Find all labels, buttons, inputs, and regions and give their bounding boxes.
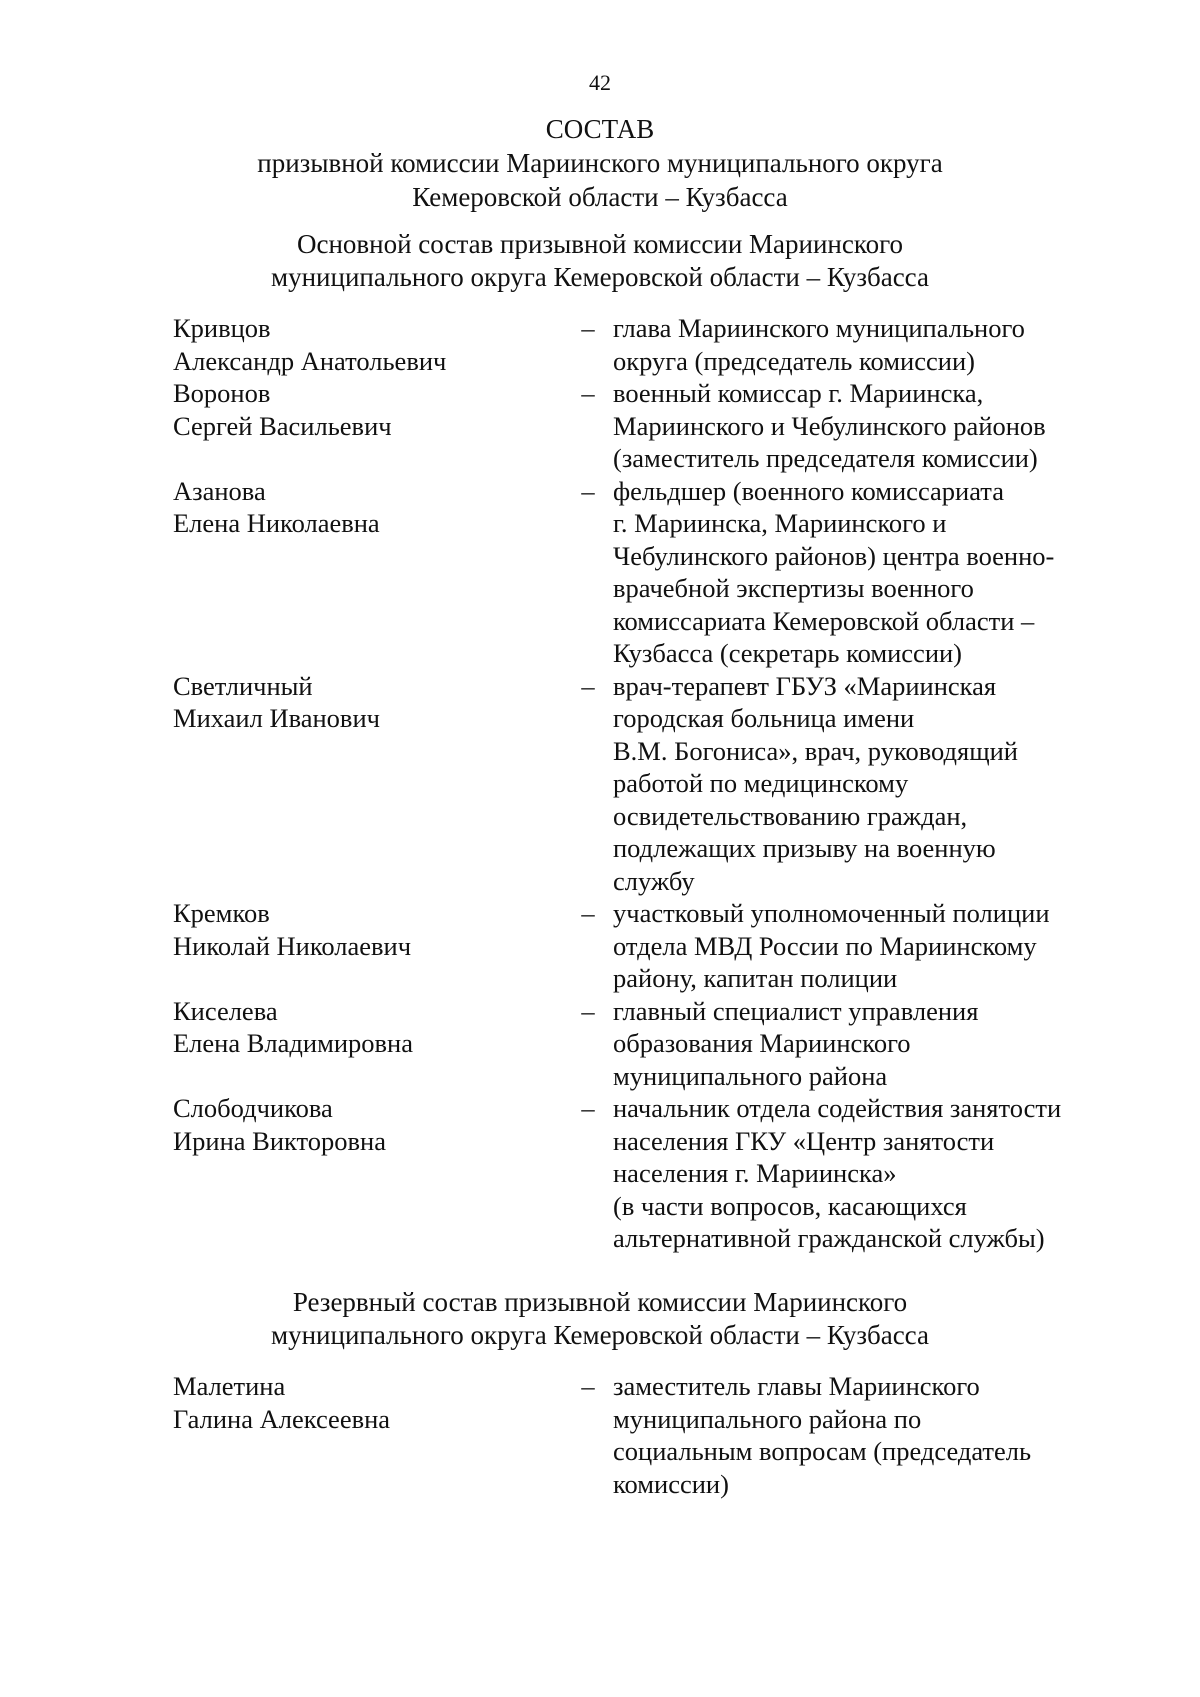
member-dash: – <box>581 1093 595 1123</box>
document-title <box>0 112 1200 214</box>
reserve-heading-line-1: Резервный состав призывной комиссии Мариинского <box>292 1287 908 1317</box>
role-line: подлежащих призыву на военную <box>613 833 996 863</box>
member-given-name: Елена Владимировна <box>173 1028 413 1058</box>
role-line: альтернативной гражданской службы) <box>613 1223 1045 1253</box>
member-role <box>613 897 1123 995</box>
role-line: Мариинского и Чебулинского районов <box>613 410 1046 441</box>
main-heading-line-1: Основной состав призывной комиссии Мариинского <box>296 229 904 259</box>
role-line: (в части вопросов, касающихся <box>613 1190 967 1221</box>
member-given-name: Ирина Викторовна <box>173 1125 386 1156</box>
reserve-heading-line-2: муниципального округа Кемеровской области – Кузбасса <box>271 1319 929 1350</box>
role-line: врачебной экспертизы военного <box>613 573 974 603</box>
role-line: службу <box>613 865 695 896</box>
member-surname: Кремков <box>173 898 270 928</box>
main-section-heading <box>0 228 1200 293</box>
member-role <box>613 1092 1123 1255</box>
title-line-3: Кемеровской области – Кузбасса <box>412 182 788 212</box>
role-line: району, капитан полиции <box>613 963 898 993</box>
role-line: освидетельствованию граждан, <box>613 800 968 831</box>
role-line: главный специалист управления <box>613 995 979 1026</box>
role-line: заместитель главы Мариинского <box>613 1371 980 1401</box>
role-line: комиссии) <box>613 1468 729 1499</box>
member-name <box>173 670 563 898</box>
role-line: В.М. Богониса», врач, руководящий <box>613 735 1018 766</box>
member-role <box>613 670 1123 898</box>
member-dash: – <box>581 995 595 1026</box>
member-name <box>173 1092 563 1255</box>
member-row <box>173 312 1133 377</box>
member-surname: Светличный <box>173 670 313 701</box>
member-name <box>173 475 563 670</box>
main-members-list <box>173 312 1133 1255</box>
member-surname: Азанова <box>173 475 266 506</box>
role-line: фельдшер (военного комиссариата <box>613 475 1004 506</box>
role-line: Кузбасса (секретарь комиссии) <box>613 638 963 668</box>
member-surname: Воронов <box>173 378 271 408</box>
role-line: населения ГКУ «Центр занятости <box>613 1125 995 1156</box>
member-row <box>173 377 1133 475</box>
role-line: населения г. Мариинска» <box>613 1158 897 1188</box>
reserve-section-heading <box>0 1286 1200 1351</box>
member-given-name: Сергей Васильевич <box>173 410 392 441</box>
page-number: 42 <box>589 70 611 95</box>
member-name <box>173 377 563 475</box>
member-dash: – <box>581 475 595 506</box>
member-surname: Кривцов <box>173 313 271 343</box>
role-line: комиссариата Кемеровской области – <box>613 605 1035 636</box>
member-dash: – <box>581 898 595 928</box>
role-line: округа (председатель комиссии) <box>613 345 975 376</box>
member-given-name: Александр Анатольевич <box>173 345 447 376</box>
member-dash: – <box>581 670 595 701</box>
member-name <box>173 995 563 1093</box>
member-surname: Киселева <box>173 995 278 1026</box>
member-role <box>613 995 1123 1093</box>
role-line: (заместитель председателя комиссии) <box>613 443 1038 473</box>
title-line-2: призывной комиссии Мариинского муниципального округа <box>257 148 943 178</box>
role-line: участковый уполномоченный полиции <box>613 898 1050 928</box>
member-given-name: Михаил Иванович <box>173 703 380 733</box>
member-row <box>173 475 1133 670</box>
member-dash: – <box>581 313 595 343</box>
role-line: глава Мариинского муниципального <box>613 313 1025 343</box>
role-line: отдела МВД России по Мариинскому <box>613 930 1037 961</box>
role-line: социальным вопросам (председатель <box>613 1436 1032 1466</box>
role-line: Чебулинского районов) центра военно- <box>613 540 1055 571</box>
member-name <box>173 312 563 377</box>
member-role <box>613 475 1123 670</box>
role-line: муниципального района по <box>613 1403 922 1434</box>
member-row <box>173 995 1133 1093</box>
role-line: военный комиссар г. Мариинска, <box>613 378 984 408</box>
member-surname: Малетина <box>173 1371 286 1401</box>
member-given-name: Николай Николаевич <box>173 930 412 961</box>
member-row <box>173 1370 1133 1500</box>
member-role <box>613 312 1123 377</box>
member-role <box>613 377 1123 475</box>
member-given-name: Елена Николаевна <box>173 508 380 538</box>
member-given-name: Галина Алексеевна <box>173 1403 391 1434</box>
member-dash: – <box>581 378 595 408</box>
member-role <box>613 1370 1123 1500</box>
role-line: г. Мариинска, Мариинского и <box>613 508 947 538</box>
member-row <box>173 670 1133 898</box>
role-line: образования Мариинского <box>613 1028 911 1058</box>
member-surname: Слободчикова <box>173 1093 333 1123</box>
role-line: городская больница имени <box>613 703 915 733</box>
member-name <box>173 897 563 995</box>
role-line: врач-терапевт ГБУЗ «Мариинская <box>613 670 997 701</box>
member-dash: – <box>581 1371 595 1401</box>
member-row <box>173 897 1133 995</box>
member-name <box>173 1370 563 1500</box>
role-line: работой по медицинскому <box>613 768 909 798</box>
member-row <box>173 1092 1133 1255</box>
title-line-1: СОСТАВ <box>545 114 655 144</box>
role-line: муниципального района <box>613 1060 888 1091</box>
role-line: начальник отдела содействия занятости <box>613 1093 1062 1123</box>
main-heading-line-2: муниципального округа Кемеровской области – Кузбасса <box>271 261 929 292</box>
reserve-members-list <box>173 1370 1133 1500</box>
